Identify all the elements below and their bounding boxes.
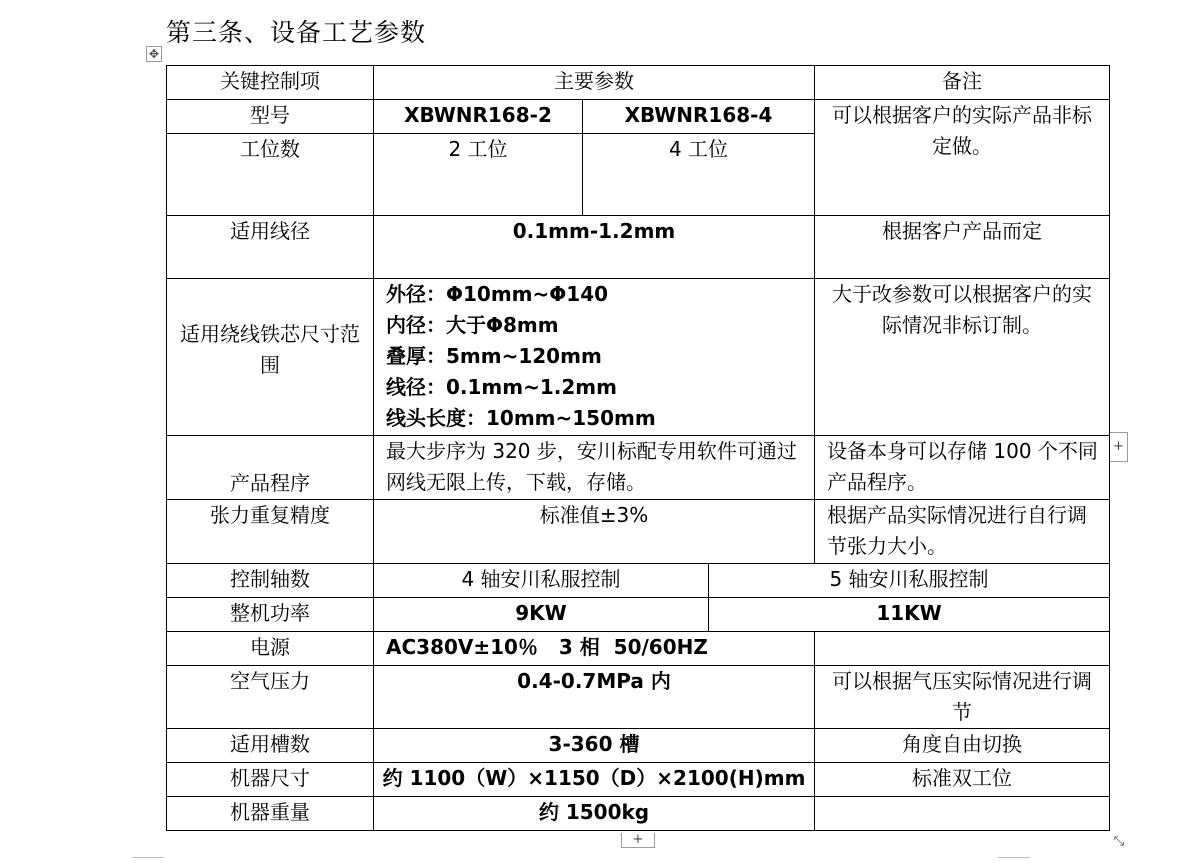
section-title: 第三条、设备工艺参数 <box>166 18 427 47</box>
table-row <box>167 666 1110 729</box>
table-row <box>167 632 1110 666</box>
table-row <box>167 797 1110 831</box>
slots-label: 适用槽数 <box>167 729 374 763</box>
table-row <box>167 66 1110 100</box>
wire-note: 根据客户产品而定 <box>815 216 1110 279</box>
table-row <box>167 100 1110 134</box>
weight-label: 机器重量 <box>167 797 374 831</box>
core-line: 线头长度：10mm~150mm <box>386 406 656 430</box>
core-line: 叠厚：5mm~120mm <box>386 344 602 368</box>
axes-a: 4 轴安川私服控制 <box>374 564 709 598</box>
slots-value: 3-360 槽 <box>374 729 815 763</box>
stations-label: 工位数 <box>167 134 374 216</box>
page-edge-mark <box>998 857 1030 858</box>
wire-value: 0.1mm-1.2mm <box>374 216 815 279</box>
stations-a: 2 工位 <box>374 134 583 216</box>
tension-value: 标准值±3% <box>374 500 815 564</box>
supply-label: 电源 <box>167 632 374 666</box>
table-row <box>167 564 1110 598</box>
add-row-icon[interactable]: + <box>621 833 655 848</box>
weight-value: 约 1500kg <box>374 797 815 831</box>
header-main: 主要参数 <box>374 66 815 100</box>
model-a: XBWNR168-2 <box>374 100 583 134</box>
model-note: 可以根据客户的实际产品非标定做。 <box>815 100 1110 216</box>
supply-note <box>815 632 1110 666</box>
core-line: 内径：大于Φ8mm <box>386 313 559 337</box>
weight-note <box>815 797 1110 831</box>
power-b: 11KW <box>709 598 1110 632</box>
core-note: 大于改参数可以根据客户的实际情况非标订制。 <box>815 279 1110 436</box>
wire-label: 适用线径 <box>167 216 374 279</box>
model-b: XBWNR168-4 <box>583 100 815 134</box>
power-a: 9KW <box>374 598 709 632</box>
page-edge-mark <box>132 857 164 858</box>
tension-label: 张力重复精度 <box>167 500 374 564</box>
table-move-handle-icon[interactable]: ✥ <box>146 46 162 62</box>
core-values <box>374 279 815 436</box>
table-row <box>167 279 1110 436</box>
table-row <box>167 598 1110 632</box>
add-column-icon[interactable]: + <box>1110 432 1128 462</box>
air-value: 0.4-0.7MPa 内 <box>374 666 815 729</box>
slots-note: 角度自由切换 <box>815 729 1110 763</box>
table-row <box>167 729 1110 763</box>
program-note: 设备本身可以存储 100 个不同产品程序。 <box>815 436 1110 500</box>
table-row <box>167 216 1110 279</box>
core-line: 外径：Φ10mm~Φ140 <box>386 282 609 306</box>
header-note: 备注 <box>815 66 1110 100</box>
model-label: 型号 <box>167 100 374 134</box>
table-row <box>167 500 1110 564</box>
axes-label: 控制轴数 <box>167 564 374 598</box>
tension-note: 根据产品实际情况进行自行调节张力大小。 <box>815 500 1110 564</box>
size-note: 标准双工位 <box>815 763 1110 797</box>
core-label: 适用绕线铁芯尺寸范围 <box>167 279 374 436</box>
size-value: 约 1100（W）×1150（D）×2100(H)mm <box>374 763 815 797</box>
program-label: 产品程序 <box>167 436 374 500</box>
air-note: 可以根据气压实际情况进行调节 <box>815 666 1110 729</box>
table-resize-icon[interactable]: ⤡ <box>1113 834 1125 849</box>
axes-b: 5 轴安川私服控制 <box>709 564 1110 598</box>
core-line: 线径：0.1mm~1.2mm <box>386 375 617 399</box>
program-value: 最大步序为 320 步，安川标配专用软件可通过网线无限上传，下载，存储。 <box>374 436 815 500</box>
table-row <box>167 763 1110 797</box>
spec-table <box>166 65 1110 831</box>
table-row <box>167 436 1110 500</box>
header-key: 关键控制项 <box>167 66 374 100</box>
supply-value: AC380V±10％ 3 相 50/60HZ <box>374 632 815 666</box>
stations-b: 4 工位 <box>583 134 815 216</box>
size-label: 机器尺寸 <box>167 763 374 797</box>
air-label: 空气压力 <box>167 666 374 729</box>
power-label: 整机功率 <box>167 598 374 632</box>
